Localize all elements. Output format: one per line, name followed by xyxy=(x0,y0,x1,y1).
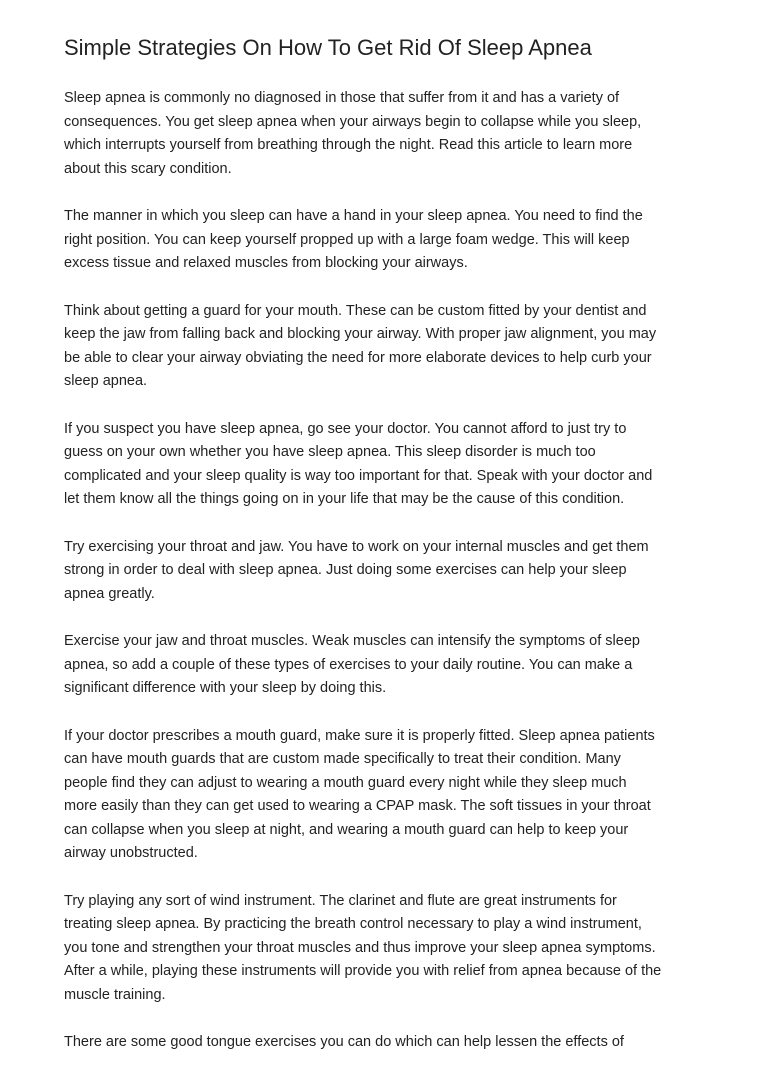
text-line: There are some good tongue exercises you can do which can help lessen the effects of xyxy=(64,1034,624,1050)
paragraph-throat-exercise xyxy=(64,536,709,607)
text-line: complicated and your sleep quality is way too important for that. Speak with your doctor and xyxy=(64,467,653,484)
text-line: excess tissue and relaxed muscles from blocking your airways. xyxy=(64,255,468,271)
text-line: people find they can adjust to wearing a mouth guard every night while they sleep much xyxy=(64,774,627,791)
paragraph-mouth-guard xyxy=(64,300,709,394)
text-line: If you suspect you have sleep apnea, go see your doctor. You cannot afford to just try to xyxy=(64,420,627,437)
text-line: Try exercising your throat and jaw. You have to work on your internal muscles and get them xyxy=(64,538,649,555)
text-line: guess on your own whether you have sleep apnea. This sleep disorder is much too xyxy=(64,444,596,460)
text-line: apnea greatly. xyxy=(64,585,155,602)
text-line: right position. You can keep yourself propped up with a large foam wedge. This will keep xyxy=(64,231,630,248)
text-line: Think about getting a guard for your mouth. These can be custom fitted by your dentist and xyxy=(64,302,647,319)
text-line: more easily than they can get used to wearing a CPAP mask. The soft tissues in your throat xyxy=(64,798,651,814)
paragraph-tongue-exercises xyxy=(64,1031,709,1055)
text-line: significant difference with your sleep by doing this. xyxy=(64,680,387,696)
text-line: be able to clear your airway obviating the need for more elaborate devices to help curb your xyxy=(64,349,652,366)
text-line: Exercise your jaw and throat muscles. Weak muscles can intensify the symptoms of sleep xyxy=(64,633,640,649)
text-line: The manner in which you sleep can have a hand in your sleep apnea. You need to find the xyxy=(64,208,643,224)
paragraph-wind-instrument xyxy=(64,890,709,1008)
text-line: about this scary condition. xyxy=(64,160,232,177)
text-line: can have mouth guards that are custom made specifically to treat their condition. Many xyxy=(64,751,621,767)
text-line: you tone and strengthen your throat muscles and thus improve your sleep apnea symptoms. xyxy=(64,939,656,956)
text-line: strong in order to deal with sleep apnea. Just doing some exercises can help your sleep xyxy=(64,562,627,578)
paragraph-sleep-position xyxy=(64,205,709,276)
text-line: airway unobstructed. xyxy=(64,845,198,861)
text-line: Sleep apnea is commonly no diagnosed in those that suffer from it and has a variety of xyxy=(64,90,620,106)
text-line: sleep apnea. xyxy=(64,373,148,389)
text-line: which interrupts yourself from breathing through the night. Read this article to learn more xyxy=(64,137,633,153)
text-line: treating sleep apnea. By practicing the breath control necessary to play a wind instrument, xyxy=(64,916,642,932)
paragraph-intro xyxy=(64,87,709,181)
text-line: keep the jaw from falling back and blocking your airway. With proper jaw alignment, you may xyxy=(64,326,657,342)
paragraph-see-doctor xyxy=(64,418,709,512)
paragraph-jaw-muscles xyxy=(64,630,709,701)
text-line: If your doctor prescribes a mouth guard, make sure it is properly fitted. Sleep apnea patients xyxy=(64,727,655,744)
text-line: muscle training. xyxy=(64,986,166,1003)
document-page xyxy=(64,0,709,1087)
paragraph-fitted-guard xyxy=(64,725,709,866)
text-line: After a while, playing these instruments will provide you with relief from apnea because of the xyxy=(64,963,662,979)
text-line: apnea, so add a couple of these types of exercises to your daily routine. You can make a xyxy=(64,656,633,673)
document-body xyxy=(64,87,709,1079)
document-title: Simple Strategies On How To Get Rid Of Sleep Apnea xyxy=(64,35,592,60)
text-line: let them know all the things going on in your life that may be the cause of this condition. xyxy=(64,491,625,507)
text-line: Try playing any sort of wind instrument. The clarinet and flute are great instruments for xyxy=(64,892,617,909)
text-line: consequences. You get sleep apnea when your airways begin to collapse while you sleep, xyxy=(64,113,642,130)
text-line: can collapse when you sleep at night, and wearing a mouth guard can help to keep your xyxy=(64,821,629,838)
